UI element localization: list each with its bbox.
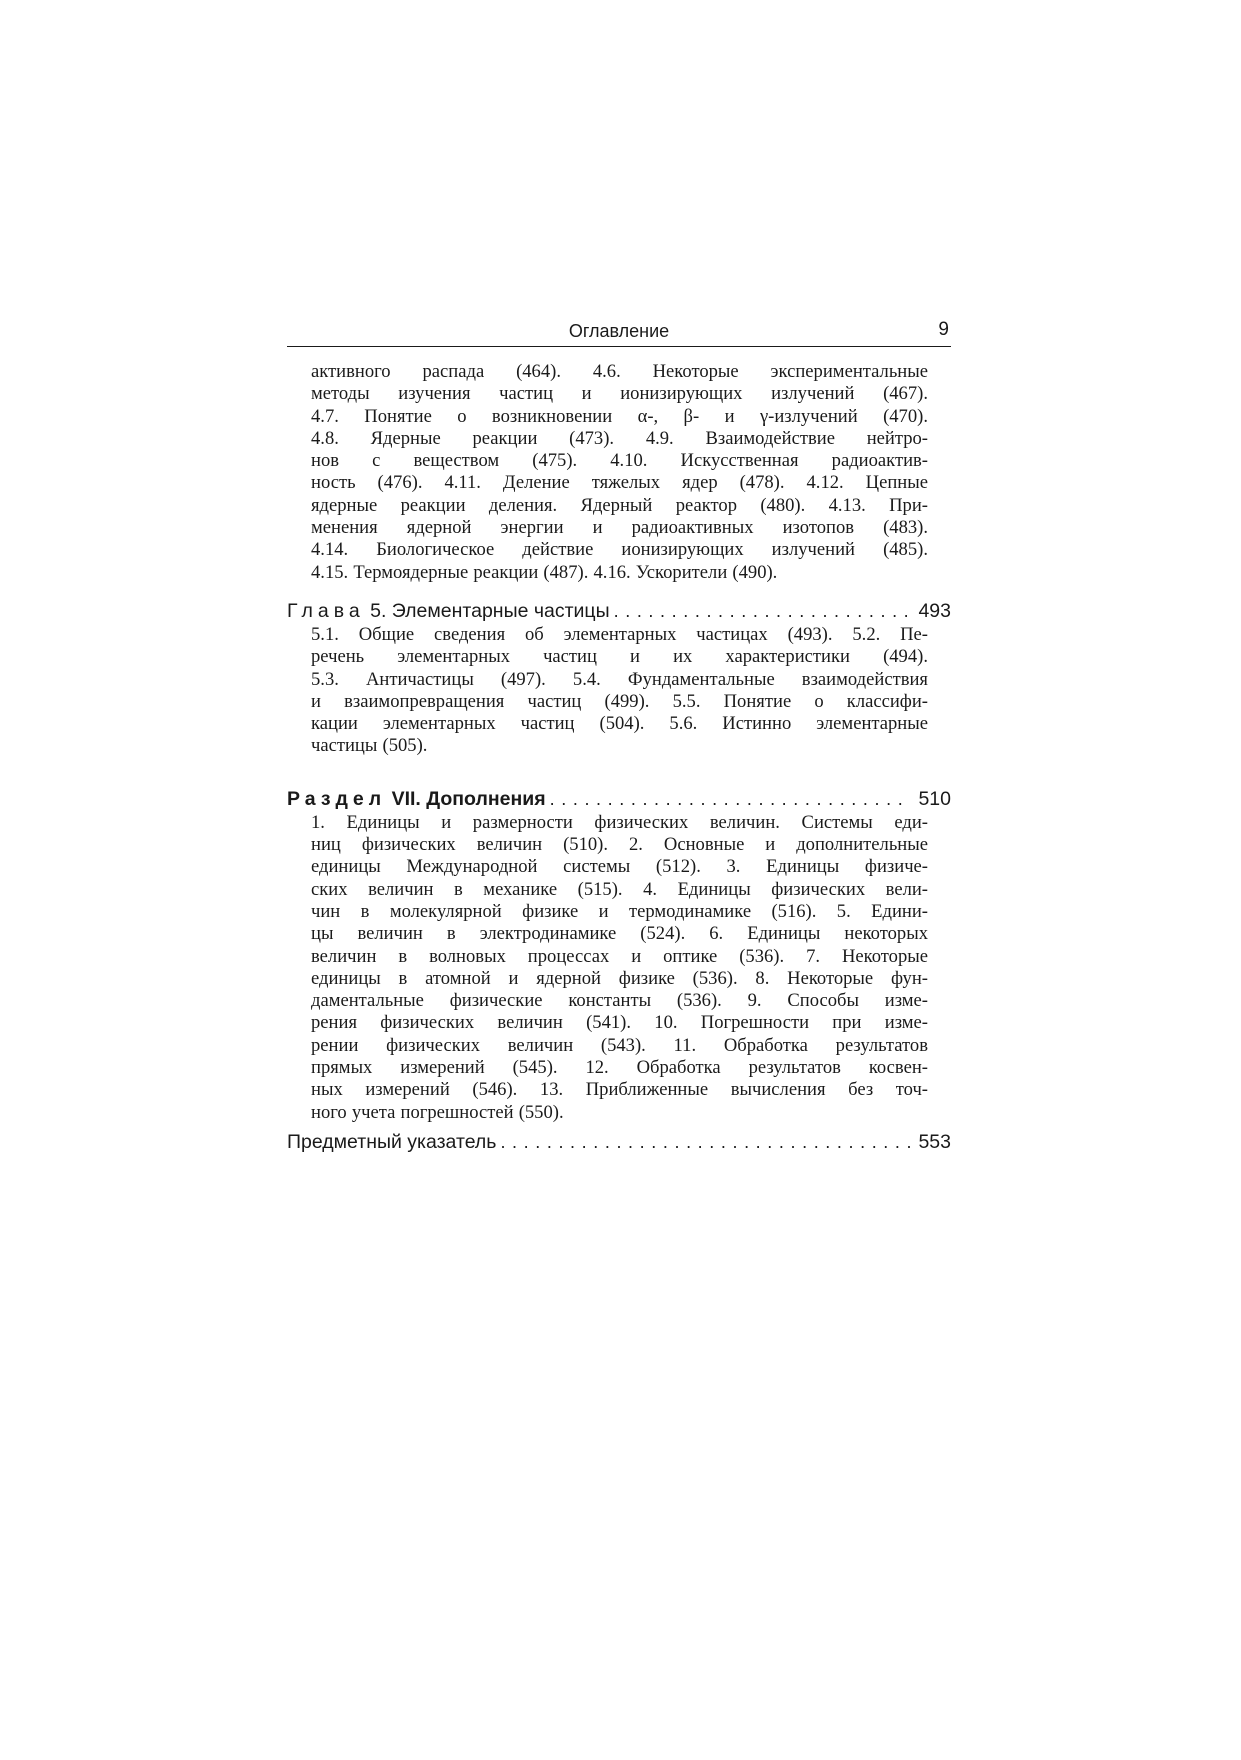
section7-title: VII. Дополнения <box>391 787 546 810</box>
chapter5-heading[interactable] <box>287 598 951 624</box>
toc-line: ских величин в механике (515). 4. Единицы физических вели- <box>311 878 928 900</box>
toc-line: частицы (505). <box>311 735 428 757</box>
running-head-title: Оглавление <box>568 321 670 341</box>
section7-page: 510 <box>918 787 951 810</box>
toc-line: методы изучения частиц и ионизирующих излучений (467). <box>311 383 928 405</box>
chapter5-body <box>311 624 928 758</box>
toc-line: 1. Единицы и размерности физических величин. Системы еди- <box>311 811 928 833</box>
section7-label <box>287 786 546 812</box>
toc-line: ного учета погрешностей (550). <box>311 1101 564 1123</box>
toc-line: ниц физических величин (510). 2. Основные и дополнительные <box>311 834 928 856</box>
toc-page <box>287 318 951 1155</box>
page-number: 9 <box>938 319 949 340</box>
toc-line: речень элементарных частиц и их характеристики (494). <box>311 646 928 668</box>
toc-line: прямых измерений (545). 12. Обработка результатов косвен- <box>311 1057 928 1079</box>
toc-line: рении физических величин (543). 11. Обработка результатов <box>311 1034 928 1056</box>
toc-line: кации элементарных частиц (504). 5.6. Истинно элементарные <box>311 713 928 735</box>
toc-line: 5.3. Античастицы (497). 5.4. Фундаментальные взаимодействия <box>311 668 928 690</box>
toc-line: чин в молекулярной физике и термодинамике (516). 5. Едини- <box>311 900 928 922</box>
toc-line: 4.7. Понятие о возникновении α-, β- и γ-излучений (470). <box>311 405 928 427</box>
toc-line: 5.1. Общие сведения об элементарных частицах (493). 5.2. Пе- <box>311 623 928 645</box>
section7-prefix: Раздел <box>287 787 387 810</box>
subject-index-heading[interactable] <box>287 1129 951 1155</box>
subject-index-page: 553 <box>918 1130 951 1153</box>
chapter4-continued-body <box>311 361 928 584</box>
section7-heading[interactable] <box>287 786 951 812</box>
leader-dots <box>550 786 911 812</box>
section7-body <box>311 812 928 1124</box>
toc-line: величин в волновых процессах и оптике (536). 7. Некоторые <box>311 945 928 967</box>
toc-line: и взаимопревращения частиц (499). 5.5. Понятие о классифи- <box>311 690 928 712</box>
running-head <box>287 318 951 347</box>
toc-line: 4.15. Термоядерные реакции (487). 4.16. Ускорители (490). <box>311 561 778 583</box>
chapter5-title: 5. Элементарные частицы <box>370 599 610 622</box>
toc-line: нов с веществом (475). 4.10. Искусственная радиоактив- <box>311 450 928 472</box>
chapter5-label <box>287 598 610 624</box>
toc-line: 4.8. Ядерные реакции (473). 4.9. Взаимодействие нейтро- <box>311 427 928 449</box>
toc-line: даментальные физические константы (536). 9. Способы изме- <box>311 990 928 1012</box>
toc-line: ность (476). 4.11. Деление тяжелых ядер (478). 4.12. Цепные <box>311 472 928 494</box>
subject-index-label: Предметный указатель <box>287 1130 497 1153</box>
toc-line: 4.14. Биологическое действие ионизирующих излучений (485). <box>311 539 928 561</box>
chapter5-page: 493 <box>918 599 951 622</box>
toc-line: ных измерений (546). 13. Приближенные вычисления без точ- <box>311 1079 928 1101</box>
toc-line: менения ядерной энергии и радиоактивных изотопов (483). <box>311 517 928 539</box>
leader-dots <box>500 1129 910 1155</box>
leader-dots <box>614 598 911 624</box>
toc-line: активного распада (464). 4.6. Некоторые экспериментальные <box>311 361 928 382</box>
toc-line: рения физических величин (541). 10. Погрешности при изме- <box>311 1012 928 1034</box>
toc-line: цы величин в электродинамике (524). 6. Единицы некоторых <box>311 923 928 945</box>
chapter5-prefix: Глава <box>287 599 365 622</box>
toc-line: ядерные реакции деления. Ядерный реактор (480). 4.13. При- <box>311 494 928 516</box>
toc-line: единицы в атомной и ядерной физике (536). 8. Некоторые фун- <box>311 967 928 989</box>
toc-line: единицы Международной системы (512). 3. Единицы физиче- <box>311 856 928 878</box>
